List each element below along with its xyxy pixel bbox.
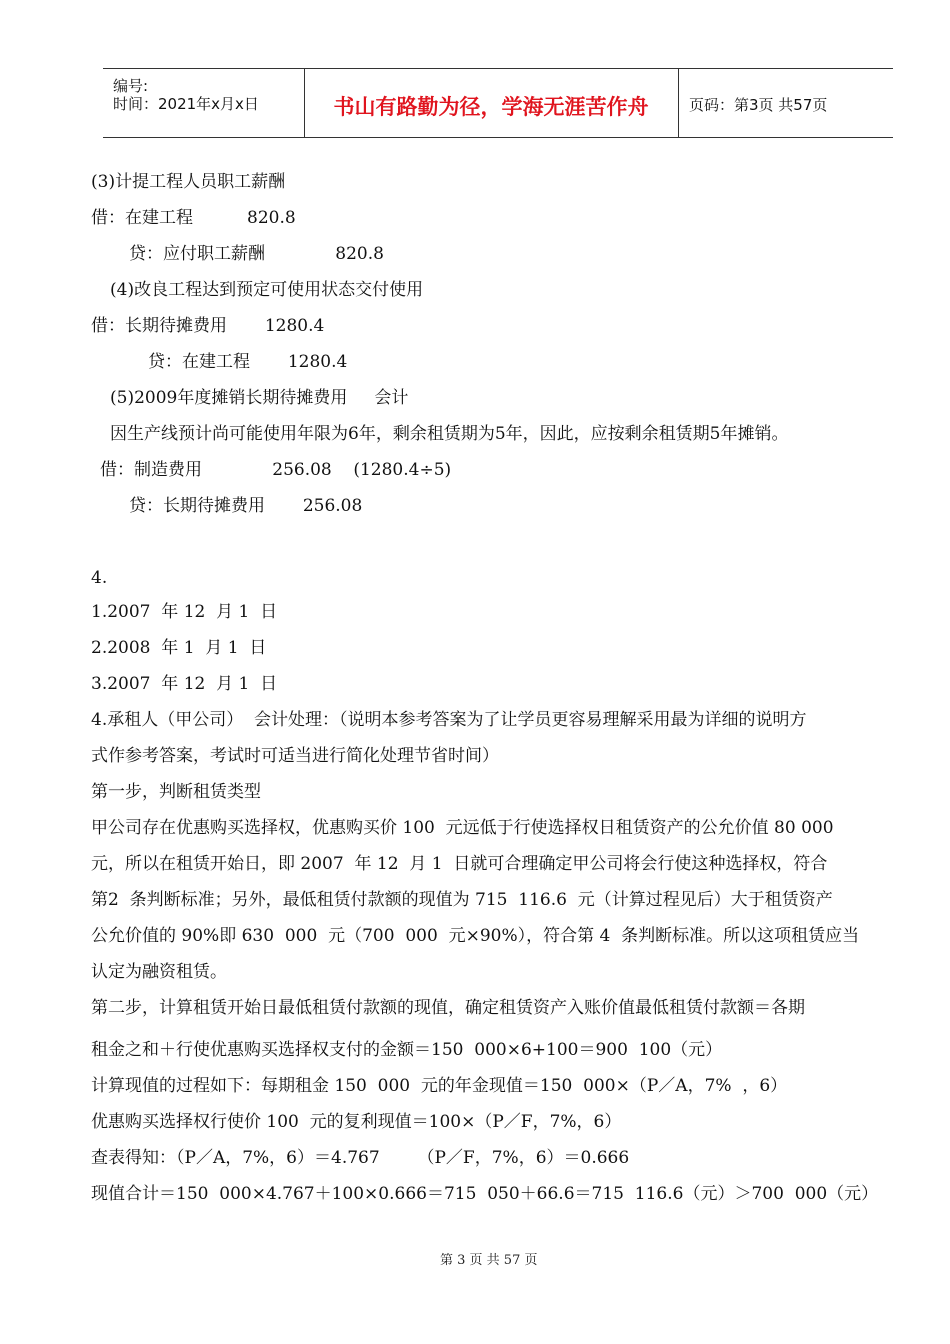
header-motto: 书山有路勤为径，学海无涯苦作舟: [333, 95, 649, 119]
answer-1: 1.2007 年 12 月 1 日: [91, 602, 278, 622]
step-1-para-line-2: 元，所以在租赁开始日，即 2007 年 12 月 1 日就可合理确定甲公司将会行使这种选择权，符合: [91, 854, 828, 874]
step-1-para-line-1: 甲公司存在优惠购买选择权，优惠购买价 100 元远低于行使选择权日租赁资产的公允价值 80 000: [91, 818, 834, 838]
step-1-para-line-3: 第2 条判断标准；另外，最低租赁付款额的现值为 715 116.6 元（计算过程见后）大于租赁资产: [91, 890, 833, 910]
doc-number-label: 编号:: [113, 77, 149, 95]
entry-4-debit: 借：长期待摊费用 1280.4: [91, 316, 325, 336]
answer-2: 2.2008 年 1 月 1 日: [91, 638, 267, 658]
step-1-para-line-5: 认定为融资租赁。: [91, 962, 227, 982]
page-footer: 第 3 页 共 57 页: [440, 1253, 538, 1268]
step-2-line-2: 租金之和＋行使优惠购买选择权支付的金额＝150 000×6+100＝900 100（元）: [91, 1040, 723, 1060]
entry-5-title: (5)2009年度摊销长期待摊费用 会计: [110, 388, 409, 408]
entry-3-credit: 贷：应付职工薪酬 820.8: [129, 244, 384, 264]
step-1-para-line-4: 公允价值的 90%即 630 000 元（700 000 元×90%），符合第 4 条判断标准。所以这项租赁应当: [91, 926, 860, 946]
step-1-heading: 第一步，判断租赁类型: [91, 782, 261, 802]
entry-5-debit: 借：制造费用 256.08 (1280.4÷5): [100, 460, 452, 480]
step-2-line-5: 查表得知：（P／A，7%，6）＝4.767 （P／F，7%，6）＝0.666: [91, 1148, 630, 1168]
header-motto-cell: [304, 69, 679, 137]
header-page-cell: [679, 69, 893, 137]
section-4-heading: 4.: [91, 568, 108, 588]
entry-3-debit: 借：在建工程 820.8: [91, 208, 296, 228]
answer-4-line-1: 4.承租人（甲公司） 会计处理：（说明本参考答案为了让学员更容易理解采用最为详细的说明方: [91, 710, 807, 730]
step-2-line-6: 现值合计＝150 000×4.767＋100×0.666＝715 050＋66.6＝715 116.6（元）＞700 000（元）: [91, 1184, 879, 1204]
answer-3: 3.2007 年 12 月 1 日: [91, 674, 278, 694]
entry-4-title: (4)改良工程达到预定可使用状态交付使用: [110, 280, 424, 300]
step-2-line-4: 优惠购买选择权行使价 100 元的复利现值＝100×（P／F，7%，6）: [91, 1112, 622, 1132]
answer-4-line-2: 式作参考答案，考试时可适当进行简化处理节省时间）: [91, 746, 499, 766]
header-left-cell: [103, 69, 305, 137]
step-2-line-3: 计算现值的过程如下：每期租金 150 000 元的年金现值＝150 000×（P／A，7% ，6）: [91, 1076, 788, 1096]
entry-5-credit: 贷：长期待摊费用 256.08: [129, 496, 363, 516]
entry-3-title: (3)计提工程人员职工薪酬: [91, 172, 286, 192]
entry-4-credit: 贷：在建工程 1280.4: [148, 352, 348, 372]
page-header: [103, 68, 893, 138]
doc-time-label: 时间：2021年x月x日: [113, 95, 259, 113]
entry-5-note: 因生产线预计尚可能使用年限为6年，剩余租赁期为5年，因此，应按剩余租赁期5年摊销。: [110, 424, 789, 444]
step-2-line-1: 第二步，计算租赁开始日最低租赁付款额的现值，确定租赁资产入账价值最低租赁付款额＝各期: [91, 998, 805, 1018]
header-page-code: 页码：第3页 共57页: [689, 96, 828, 114]
